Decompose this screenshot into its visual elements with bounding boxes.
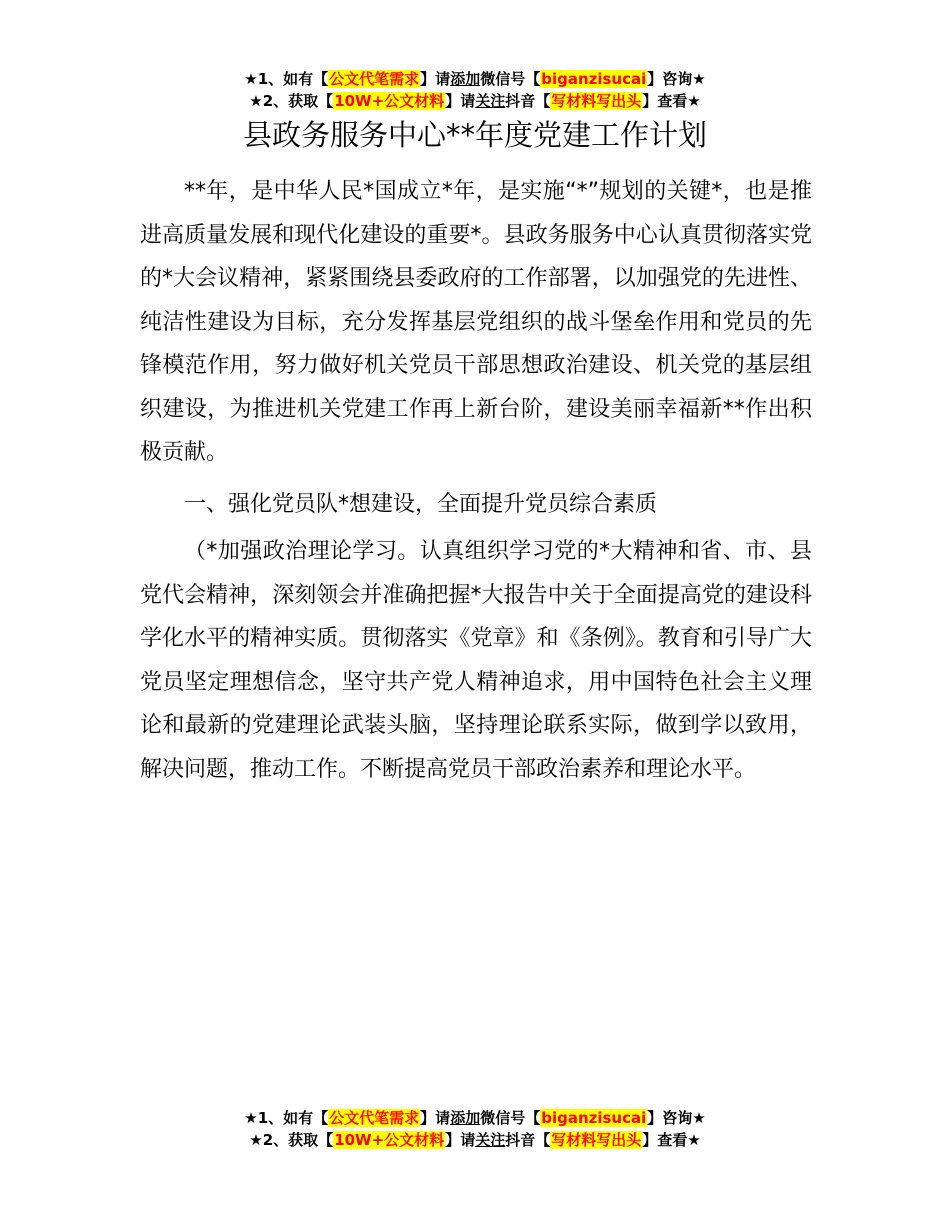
banner-text: 】咨询★ <box>647 1109 706 1127</box>
douyin-id-highlight: 写材料写出头 <box>551 92 642 110</box>
underlined-text: 添加 <box>450 1109 481 1127</box>
underlined-text: 关注 <box>475 1131 506 1149</box>
banner-text: 】咨询★ <box>647 70 706 88</box>
highlighted-text: 10W+公文材料 <box>334 92 445 110</box>
banner-text: 微信号【 <box>480 1109 541 1127</box>
banner-text: 】请 <box>420 1109 451 1127</box>
wechat-id-highlight: biganzisucai <box>541 1109 647 1127</box>
banner-line-1 <box>0 68 950 90</box>
document-body <box>140 170 812 791</box>
banner-text: ★2、获取【 <box>249 92 334 110</box>
banner-text: 微信号【 <box>480 70 541 88</box>
banner-text: ★1、如有【 <box>244 1109 329 1127</box>
intro-paragraph: **年，是中华人民*国成立*年，是实施“*”规划的关键*，也是推进高质量发展和现代化建设的重要*。县政务服务中心认真贯彻落实党的*大会议精神，紧紧围绕县委政府的工作部署，以加强党的先进性、纯洁性建设为目标，充分发挥基层党组织的战斗堡垒作用和党员的先锋模范作用，努力做好机关党员干部思想政治建设、机关党的基层组织建设，为推进机关党建工作再上新台阶，建设美丽幸福新**作出积极贡献。 <box>140 179 812 465</box>
banner-text: 抖音【 <box>505 1131 551 1149</box>
body-paragraph: （*加强政治理论学习。认真组织学习党的*大精神和省、市、县党代会精神，深刻领会并准确把握*大报告中关于全面提高党的建设科学化水平的精神实质。贯彻落实《党章》和《条例》。教育和引导广大党员坚定理想信念，坚守共产党人精神追求，用中国特色社会主义理论和最新的党建理论武装头脑，坚持理论联系实际，做到学以致用，解决问题，推动工作。不断提高党员干部政治素养和理论水平。 <box>140 539 812 782</box>
banner-text: 】请 <box>420 70 451 88</box>
banner-text: 】查看★ <box>642 92 701 110</box>
highlighted-text: 公文代笔需求 <box>329 1109 420 1127</box>
document-title: 县政务服务中心**年度党建工作计划 <box>242 118 707 152</box>
banner-text: 】请 <box>445 92 476 110</box>
section-heading: 一、强化党员队*想建设，全面提升党员综合素质 <box>184 491 658 517</box>
highlighted-text: 10W+公文材料 <box>334 1131 445 1149</box>
wechat-id-highlight: biganzisucai <box>541 70 647 88</box>
banner-line-2 <box>0 90 950 112</box>
highlighted-text: 公文代笔需求 <box>329 70 420 88</box>
banner-text: 抖音【 <box>505 92 551 110</box>
header-banner <box>0 68 950 112</box>
banner-text: ★1、如有【 <box>244 70 329 88</box>
banner-text: 】查看★ <box>642 1131 701 1149</box>
banner-text: 】请 <box>445 1131 476 1149</box>
underlined-text: 添加 <box>450 70 481 88</box>
douyin-id-highlight: 写材料写出头 <box>551 1131 642 1149</box>
banner-line-1 <box>0 1107 950 1129</box>
underlined-text: 关注 <box>475 92 506 110</box>
banner-line-2 <box>0 1129 950 1151</box>
banner-text: ★2、获取【 <box>249 1131 334 1149</box>
footer-banner <box>0 1107 950 1151</box>
